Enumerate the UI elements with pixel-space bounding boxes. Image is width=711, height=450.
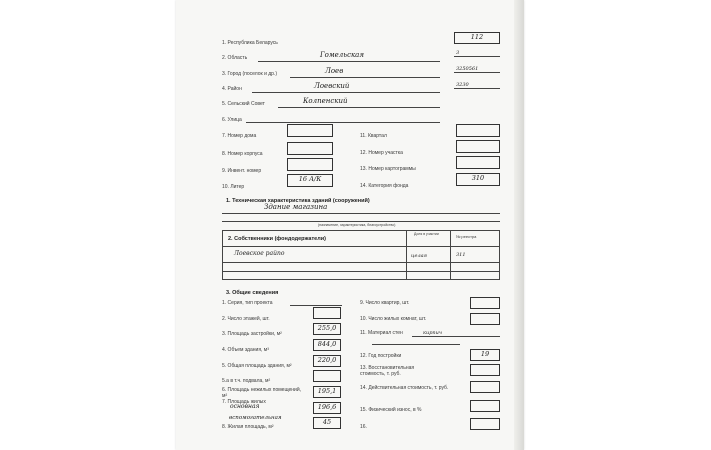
rooms-box <box>470 313 500 325</box>
dwelling-area-value: 45 <box>322 418 332 426</box>
total-area-value: 220,0 <box>317 356 337 364</box>
main-handwritten: основная <box>230 403 260 410</box>
wear-box <box>470 400 500 412</box>
region-label: 2. Область <box>222 55 248 61</box>
house-number-box <box>287 124 333 137</box>
living-area-value: 196,6 <box>317 403 337 411</box>
village-council-label: 5. Сельский Совет <box>222 101 265 107</box>
wall-material-label: 11. Материал стен <box>360 330 403 336</box>
section2-title: 2. Собственники (фондодержатели) <box>228 236 326 242</box>
letter-value: 16 А/К <box>298 175 322 183</box>
letter-label: 10. Литер <box>222 184 245 190</box>
basement-label: 5.а в т.ч. подвала, м² <box>222 378 271 384</box>
field-16-box <box>470 418 500 430</box>
building-number-box <box>287 142 333 155</box>
project-series-label: 1. Серия, тип проекта <box>222 300 273 306</box>
floors-box <box>313 307 341 319</box>
quarter-label: 11. Квартал <box>360 133 387 139</box>
living-area-label: 7. Площадь жилых <box>222 399 266 405</box>
built-area-box <box>313 323 341 335</box>
non-residential-area-label: 6. Площадь нежилых помещений, м² <box>222 387 302 399</box>
share-value: целая <box>411 253 427 259</box>
non-residential-area-box <box>313 386 341 398</box>
basement-box <box>313 370 341 382</box>
republic-label: 1. Республика Беларусь <box>222 40 278 46</box>
plot-number-label: 12. Номер участка <box>360 150 403 156</box>
build-year-value: 19 <box>480 350 490 358</box>
section1-title: 1. Техническая характеристика зданий (сооружений) <box>226 198 370 204</box>
field-16-label: 16. <box>360 424 367 430</box>
inventory-number-box <box>287 158 333 171</box>
restoration-cost-label: 13. Восстановительная стоимость, т. руб. <box>360 365 415 377</box>
city-label: 3. Город (поселок и др.) <box>222 71 278 77</box>
section1-caption: (назначение, характеристика, благоустройство) <box>318 223 396 227</box>
plot-number-box <box>456 140 500 153</box>
code-box-1 <box>454 32 500 44</box>
dwelling-area-label: 8. Жилая площадь, м² <box>222 424 274 430</box>
volume-label: 4. Объем здания, м³ <box>222 347 269 353</box>
page-edge <box>514 0 524 450</box>
volume-value: 844,0 <box>317 340 337 348</box>
restoration-cost-box <box>470 364 500 376</box>
built-area-value: 255,0 <box>317 324 337 332</box>
living-area-box <box>313 402 341 414</box>
actual-cost-label: 14. Действительная стоимость, т. руб. <box>360 385 449 391</box>
village-council-value: Колпенский <box>303 97 348 105</box>
apartments-label: 9. Число квартир, шт. <box>360 300 410 306</box>
floors-label: 2. Число этажей, шт. <box>222 316 270 322</box>
fund-category-box <box>456 173 500 186</box>
cartogram-number-box <box>456 156 500 169</box>
fund-category-value: 310 <box>471 174 485 182</box>
volume-box <box>313 339 341 351</box>
code-value-4: 3230 <box>456 82 469 88</box>
district-value: Лоевский <box>314 82 350 90</box>
section1-value: Здание магазина <box>264 203 328 211</box>
apartments-box <box>470 297 500 309</box>
total-area-label: 5. Общая площадь здания, м² <box>222 363 292 369</box>
auxiliary-handwritten: вспомогательная <box>229 415 282 421</box>
wear-label: 15. Физический износ, в % <box>360 407 422 413</box>
total-area-box <box>313 355 341 367</box>
section3-title: 3. Общие сведения <box>226 290 279 296</box>
share-column-header: Доля в участии <box>414 232 439 236</box>
fund-category-label: 14. Категория фонда <box>360 183 409 189</box>
built-area-label: 3. Площадь застройки, м² <box>222 331 282 337</box>
quarter-box <box>456 124 500 137</box>
building-number-label: 8. Номер корпуса <box>222 151 263 157</box>
build-year-label: 12. Год постройки <box>360 353 402 359</box>
non-residential-area-value: 195,1 <box>317 387 337 395</box>
street-label: 6. Улица <box>222 117 242 123</box>
region-value: Гомельская <box>320 51 364 59</box>
code-value-1: 112 <box>470 33 484 41</box>
cartogram-number-label: 13. Номер картограммы <box>360 166 416 172</box>
wall-material-value: кирпич <box>423 330 442 336</box>
code-value-2: 3 <box>456 50 460 56</box>
code-value-3: 3250561 <box>456 66 479 72</box>
register-value: 311 <box>456 252 466 258</box>
dwelling-area-box <box>313 417 341 429</box>
build-year-box <box>470 349 500 361</box>
city-value: Лоев <box>325 67 344 75</box>
letter-box <box>287 174 333 187</box>
house-number-label: 7. Номер дома <box>222 133 257 139</box>
owner-value: Лоевское райпо <box>234 250 285 257</box>
actual-cost-box <box>470 381 500 393</box>
district-label: 4. Район <box>222 86 242 92</box>
register-column-header: № реестра <box>456 234 477 239</box>
inventory-number-label: 9. Инвент. номер <box>222 168 262 174</box>
rooms-label: 10. Число жилых комнат, шт. <box>360 316 427 322</box>
